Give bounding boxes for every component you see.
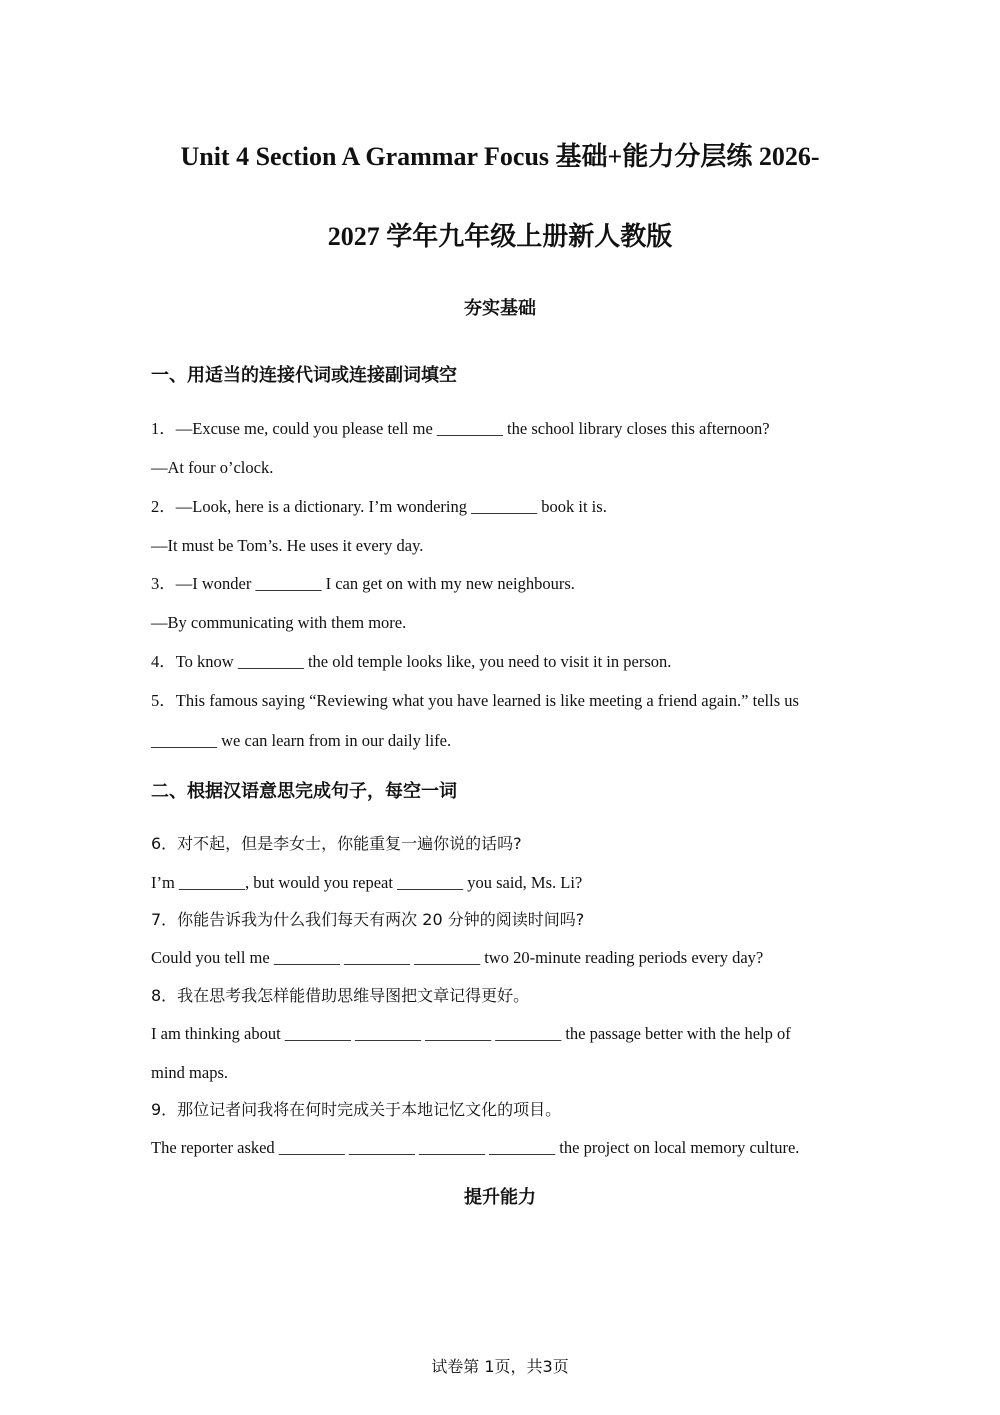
- question-6-english: I’m ________, but would you repeat ________ you said, Ms. Li?: [151, 873, 583, 892]
- question-5-line-1: 5．This famous saying “Reviewing what you have learned is like meeting a friend again.” tells us: [151, 691, 799, 710]
- section-title-improve: 提升能力: [464, 1187, 536, 1208]
- question-1-line-1: 1．—Excuse me, could you please tell me ________ the school library closes this afternoon?: [151, 419, 770, 438]
- question-8-english-line-2: mind maps.: [151, 1063, 228, 1082]
- question-5-line-2: ________ we can learn from in our daily life.: [151, 731, 452, 750]
- question-3-line-1: 3．—I wonder ________ I can get on with my new neighbours.: [151, 574, 575, 593]
- question-3-line-2: —By communicating with them more.: [151, 613, 407, 632]
- question-8-english-line-1: I am thinking about ________ ________ ________ ________ the passage better with the help of: [151, 1024, 791, 1043]
- question-2-line-2: —It must be Tom’s. He uses it every day.: [151, 536, 424, 555]
- question-9-english: The reporter asked ________ ________ ________ ________ the project on local memory culture.: [151, 1138, 800, 1157]
- question-7-chinese: 7．你能告诉我为什么我们每天有两次 20 分钟的阅读时间吗?: [151, 910, 585, 929]
- part-heading-2: 二、根据汉语意思完成句子，每空一词: [151, 781, 457, 802]
- question-8-chinese: 8．我在思考我怎样能借助思维导图把文章记得更好。: [151, 986, 530, 1005]
- section-title-basics: 夯实基础: [464, 298, 536, 319]
- question-1-line-2: —At four o’clock.: [151, 458, 274, 477]
- question-9-chinese: 9．那位记者问我将在何时完成关于本地记忆文化的项目。: [151, 1100, 562, 1119]
- document-title-line1: Unit 4 Section A Grammar Focus 基础+能力分层练 2026-: [180, 142, 820, 171]
- question-7-english: Could you tell me ________ ________ ________ two 20-minute reading periods every day?: [151, 948, 764, 967]
- part-heading-1: 一、用适当的连接代词或连接副词填空: [151, 365, 457, 386]
- question-2-line-1: 2．—Look, here is a dictionary. I’m wondering ________ book it is.: [151, 497, 607, 516]
- document-title-line2: 2027 学年九年级上册新人教版: [327, 222, 673, 251]
- page-footer: 试卷第 1页，共3页: [431, 1357, 569, 1376]
- question-6-chinese: 6．对不起，但是李女士，你能重复一遍你说的话吗?: [151, 834, 522, 853]
- question-4-line-1: 4．To know ________ the old temple looks like, you need to visit it in person.: [151, 652, 672, 671]
